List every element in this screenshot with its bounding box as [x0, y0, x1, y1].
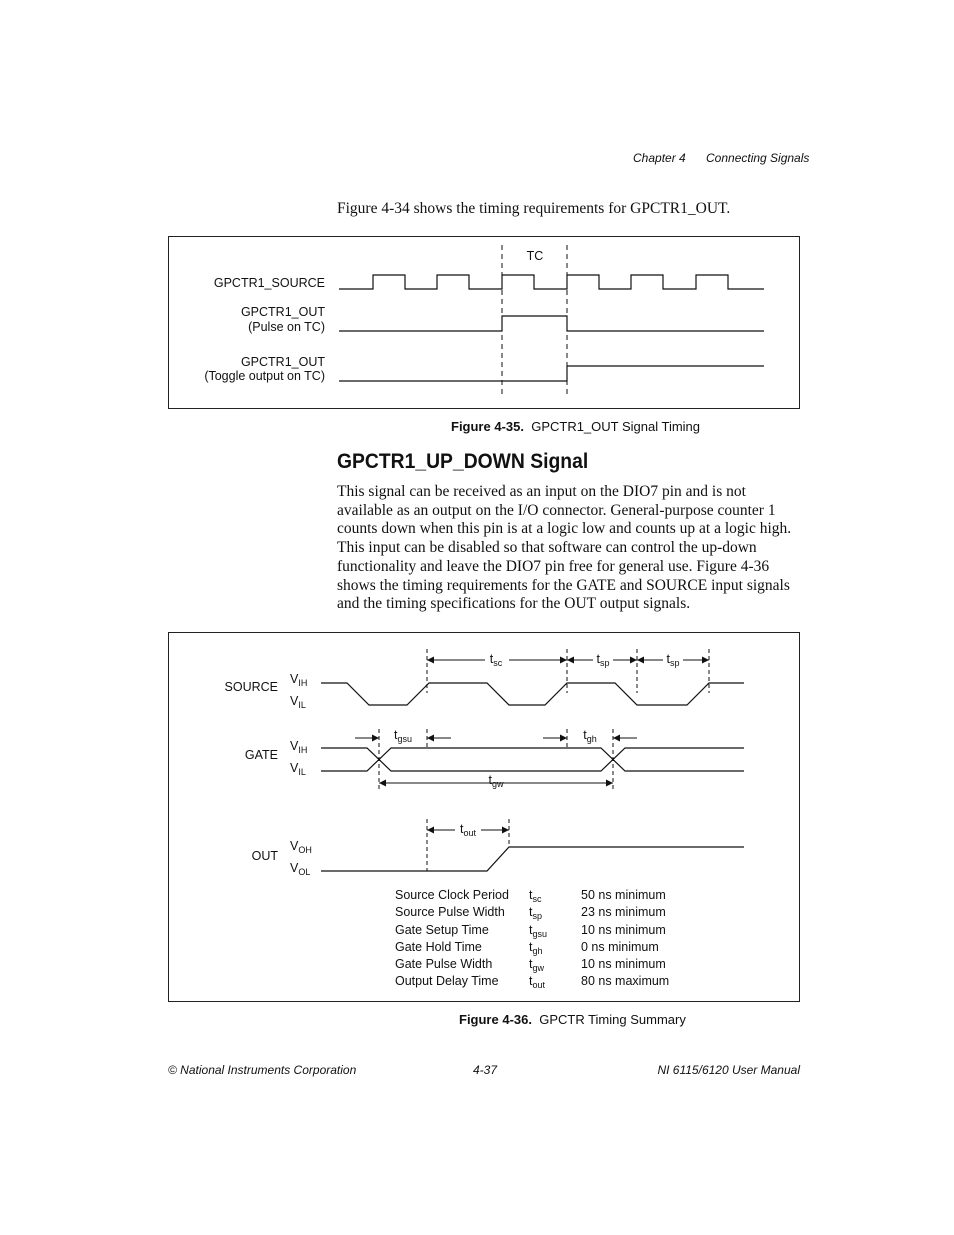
figure-36-diagram [169, 633, 801, 1003]
footer-page-number: 4-37 [473, 1063, 498, 1077]
figure-35-diagram [169, 237, 801, 410]
figure-35-caption-number: Figure 4-35. [451, 419, 524, 434]
gate-vil-label: $V_{IL}$ [290, 761, 306, 777]
figure-36-caption-text: GPCTR Timing Summary [539, 1012, 686, 1027]
table-cell-value: 10 ns minimum [581, 957, 666, 971]
table-row [395, 940, 659, 956]
section-title: GPCTR1_UP_DOWN Signal [337, 450, 589, 473]
out-voh-label: $V_{OH}$ [290, 839, 312, 855]
table-cell-value: 23 ns minimum [581, 905, 666, 919]
table-row [395, 923, 666, 939]
gpctr1-out-toggle-waveform [339, 366, 764, 381]
gpctr1-out-pulse-waveform [339, 316, 764, 331]
tsp-label-2: $t_{sp}$ [666, 652, 680, 668]
table-cell-name: Gate Pulse Width [395, 957, 493, 971]
table-row [395, 905, 666, 921]
tgh-label: $t_{gh}$ [583, 728, 597, 744]
tout-label: $t_{out}$ [460, 822, 476, 838]
table-row [395, 957, 666, 973]
figure-35-box [168, 236, 800, 409]
out-waveform [321, 847, 744, 871]
table-cell-name: Gate Setup Time [395, 923, 489, 937]
table-cell-name: Source Pulse Width [395, 905, 505, 919]
figure-36-box [168, 632, 800, 1002]
tsp-label-1: $t_{sp}$ [596, 652, 610, 668]
signal-out: OUT [251, 849, 278, 863]
gpctr1-source-waveform [339, 275, 764, 289]
figure-35-caption [451, 419, 700, 434]
figure-35-caption-text: GPCTR1_OUT Signal Timing [531, 419, 701, 434]
footer-manual-title: NI 6115/6120 User Manual [657, 1063, 800, 1077]
table-cell-name: Gate Hold Time [395, 940, 482, 954]
source-vih-label: $V_{IH}$ [290, 672, 308, 688]
header-chapter: Chapter 4 [633, 151, 686, 165]
table-row [395, 888, 666, 904]
label-pulse-on-tc: (Pulse on TC) [248, 320, 325, 334]
label-gpctr1-out-toggle: GPCTR1_OUT [240, 355, 325, 369]
tgsu-label: $t_{gsu}$ [394, 728, 412, 744]
table-cell-value: 80 ns maximum [581, 974, 670, 988]
signal-source: SOURCE [224, 680, 278, 694]
label-gpctr1-source: GPCTR1_SOURCE [213, 276, 325, 290]
tgw-label: $t_{gw}$ [488, 773, 504, 789]
table-cell-value: 50 ns minimum [581, 888, 666, 902]
table-cell-symbol: $t_{gw}$ [529, 957, 544, 973]
label-toggle-output-on-tc: (Toggle output on TC) [204, 369, 325, 383]
label-tc: TC [526, 249, 544, 263]
table-cell-value: 0 ns minimum [581, 940, 659, 954]
label-gpctr1-out-pulse: GPCTR1_OUT [240, 305, 325, 319]
signal-gate: GATE [244, 748, 278, 762]
table-cell-name: Output Delay Time [395, 974, 499, 988]
table-row [395, 974, 669, 990]
table-cell-symbol: $t_{sc}$ [529, 888, 542, 904]
table-cell-symbol: $t_{out}$ [529, 974, 545, 990]
source-waveform [321, 683, 744, 705]
header-section: Connecting Signals [706, 151, 810, 165]
gate-vih-label: $V_{IH}$ [290, 739, 308, 755]
table-cell-value: 10 ns minimum [581, 923, 666, 937]
timing-table [395, 888, 669, 990]
table-cell-symbol: $t_{gsu}$ [529, 923, 547, 939]
figure-36-caption [459, 1012, 686, 1027]
table-cell-symbol: $t_{sp}$ [529, 905, 542, 921]
figure-36-caption-number: Figure 4-36. [459, 1012, 532, 1027]
tsc-label: $t_{sc}$ [489, 652, 503, 668]
out-vol-label: $V_{OL}$ [290, 861, 311, 877]
source-vil-label: $V_{IL}$ [290, 694, 306, 710]
table-cell-name: Source Clock Period [395, 888, 509, 902]
footer-copyright: © National Instruments Corporation [168, 1063, 357, 1077]
intro-text: Figure 4-34 shows the timing requirements for GPCTR1_OUT. [337, 200, 731, 217]
gate-waveform-rising [321, 748, 744, 771]
body-paragraph: This signal can be received as an input on the DIO7 pin and is not available as an output on the I/O connector. General-purpose counter 1 counts down when this pin is at a logic low and counts up at a logic high. This input can be disabled so that software can control the up-down functionality and leave the DIO7 pin free for general use. Figure 4-36 shows the timing requirements for the GATE and SOURCE input signals and the timing specifications for the OUT output signals. [337, 483, 792, 613]
gate-waveform-falling [321, 748, 744, 771]
table-cell-symbol: $t_{gh}$ [529, 940, 543, 956]
